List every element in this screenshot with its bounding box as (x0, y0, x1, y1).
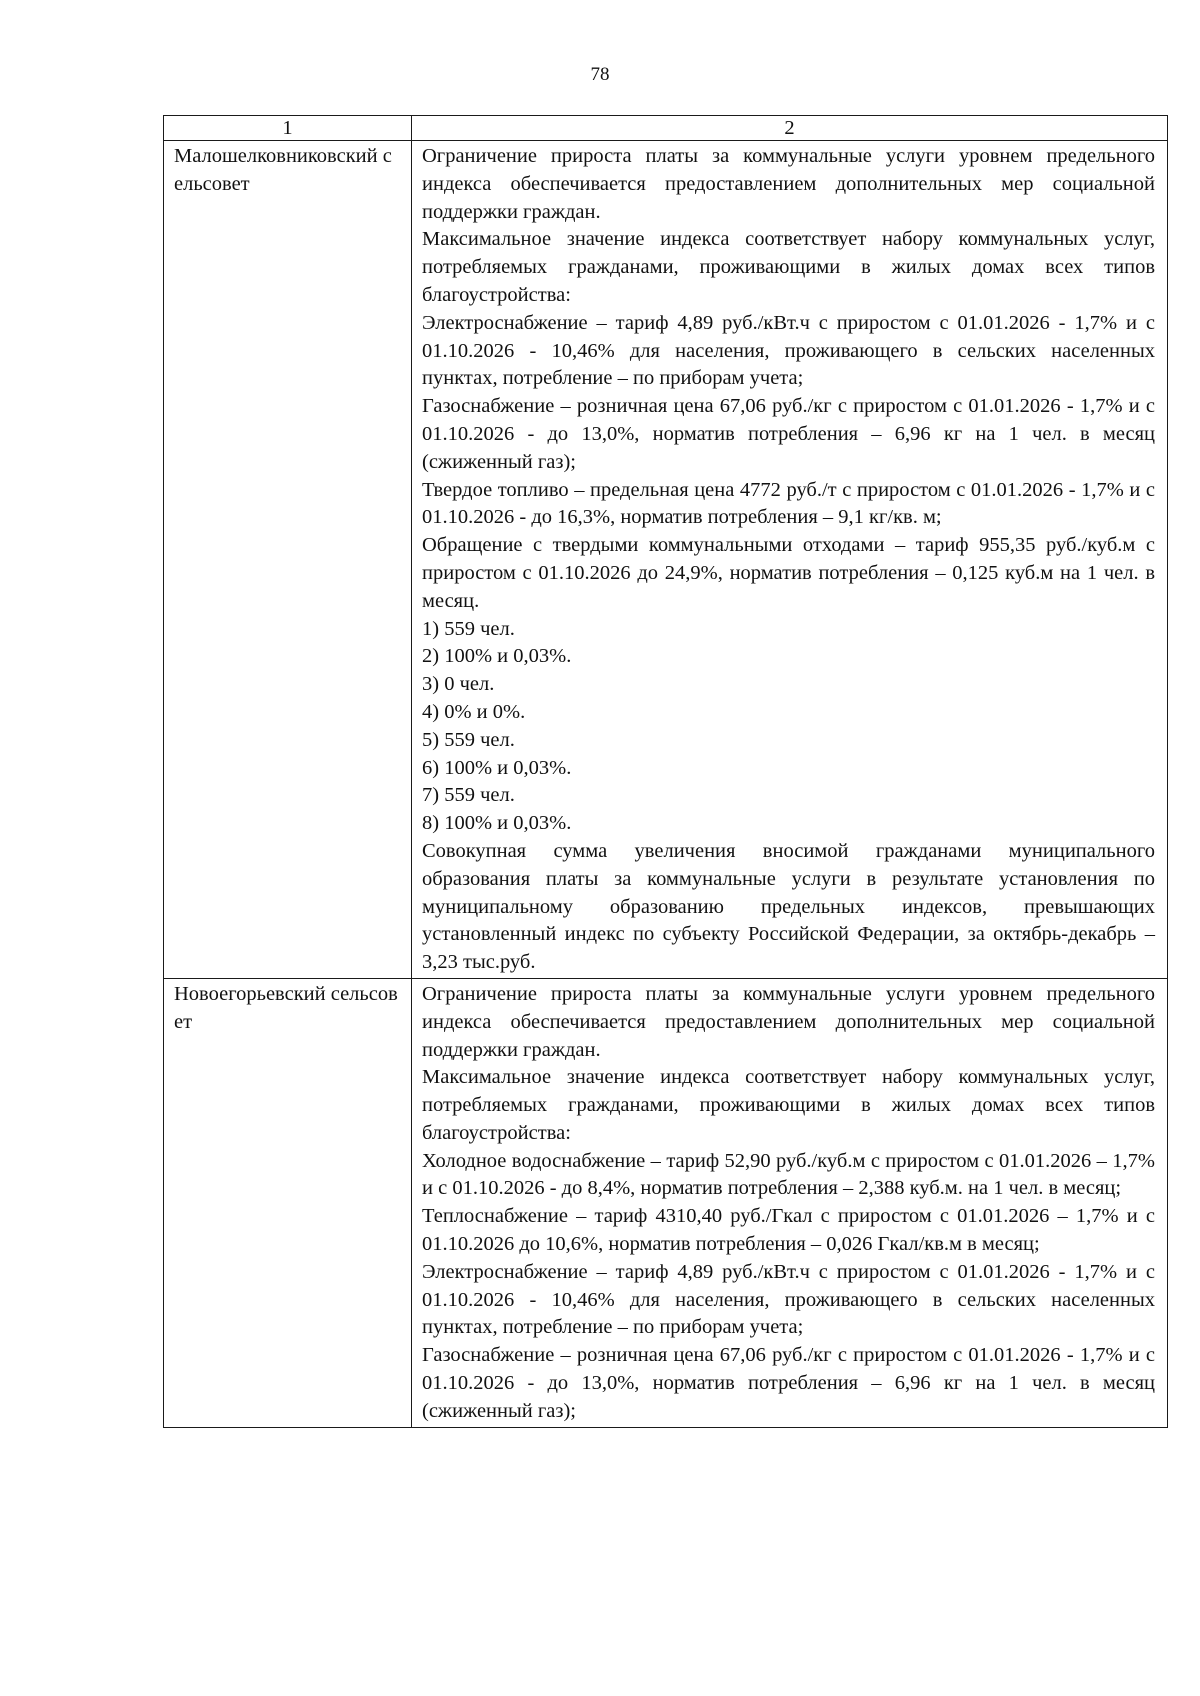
paragraph: Ограничение прироста платы за коммунальные услуги уровнем предельного индекса обеспечивается предоставлением дополнительных мер социальной поддержки граждан. (422, 145, 1155, 223)
paragraph: Газоснабжение – розничная цена 67,06 руб./кг с приростом с 01.01.2026 - 1,7% и с 01.10.2026 - до 13,0%, норматив потребления – 6,96 кг на 1 чел. в месяц (сжиженный газ); (422, 1344, 1155, 1422)
list-item: 8) 100% и 0,03%. (422, 812, 572, 835)
paragraph: Ограничение прироста платы за коммунальные услуги уровнем предельного индекса обеспечивается предоставлением дополнительных мер социальной поддержки граждан. (422, 982, 1155, 1061)
column-header-1: 1 (164, 116, 412, 141)
list-item: 1) 559 чел. (422, 617, 515, 640)
summary-paragraph: Совокупная сумма увеличения вносимой гражданами муниципального образования платы за коммунальные услуги в результате установления по муниципальному образованию предельных индексов, превышающих установленный индекс по субъекту Российской Федерации, за октябрь-декабрь – 3,23 тыс.руб. (422, 839, 1155, 974)
list-item: 3) 0 чел. (422, 673, 495, 696)
list-item: 5) 559 чел. (422, 728, 515, 751)
paragraph: Электроснабжение – тариф 4,89 руб./кВт.ч с приростом с 01.01.2026 - 1,7% и с 01.10.2026 - 10,46% для населения, проживающего в сельских населенных пунктах, потребление – по приборам учета; (422, 311, 1155, 390)
paragraph: Максимальное значение индекса соответствует набору коммунальных услуг, потребляемых гражданами, проживающими в жилых домах всех типов благоустройства: (422, 1066, 1155, 1144)
list-item: 2) 100% и 0,03%. (422, 645, 572, 668)
list-item: 7) 559 чел. (422, 784, 515, 807)
paragraph: Холодное водоснабжение – тариф 52,90 руб./куб.м с приростом с 01.01.2026 – 1,7% и с 01.10.2026 - до 8,4%, норматив потребления – 2,388 куб.м. на 1 чел. в месяц; (422, 1149, 1155, 1200)
paragraph: Твердое топливо – предельная цена 4772 руб./т с приростом с 01.01.2026 - 1,7% и с 01.10.2026 - до 16,3%, норматив потребления – 9,1 кг/кв. м; (422, 478, 1155, 529)
paragraph: Электроснабжение – тариф 4,89 руб./кВт.ч с приростом с 01.01.2026 - 1,7% и с 01.10.2026 - 10,46% для населения, проживающего в сельских населенных пунктах, потребление – по приборам учета; (422, 1260, 1155, 1339)
list-item: 4) 0% и 0%. (422, 700, 526, 723)
list-item: 6) 100% и 0,03%. (422, 756, 572, 779)
paragraph: Газоснабжение – розничная цена 67,06 руб./кг с приростом с 01.01.2026 - 1,7% и с 01.10.2026 - до 13,0%, норматив потребления – 6,96 кг на 1 чел. в месяц (сжиженный газ); (422, 395, 1155, 473)
paragraph: Максимальное значение индекса соответствует набору коммунальных услуг, потребляемых гражданами, проживающими в жилых домах всех типов благоустройства: (422, 228, 1155, 306)
page-number: 78 (590, 64, 610, 85)
municipality-name: Новоегорьевский сельсовет (164, 978, 412, 1427)
measures-cell (412, 141, 1168, 979)
measures-cell (412, 978, 1168, 1427)
municipality-name: Малошелковниковский сельсовет (164, 141, 412, 979)
table-row (164, 141, 1168, 979)
table-row (164, 978, 1168, 1427)
document-table (163, 115, 1168, 1428)
table-header-row (164, 116, 1168, 141)
paragraph: Теплоснабжение – тариф 4310,40 руб./Гкал с приростом с 01.01.2026 – 1,7% и с 01.10.2026 до 10,6%, норматив потребления – 0,026 Гкал/кв.м в месяц; (422, 1205, 1155, 1256)
column-header-2: 2 (412, 116, 1168, 141)
paragraph: Обращение с твердыми коммунальными отходами – тариф 955,35 руб./куб.м с приростом с 01.10.2026 до 24,9%, норматив потребления – 0,125 куб.м на 1 чел. в месяц. (422, 534, 1155, 612)
